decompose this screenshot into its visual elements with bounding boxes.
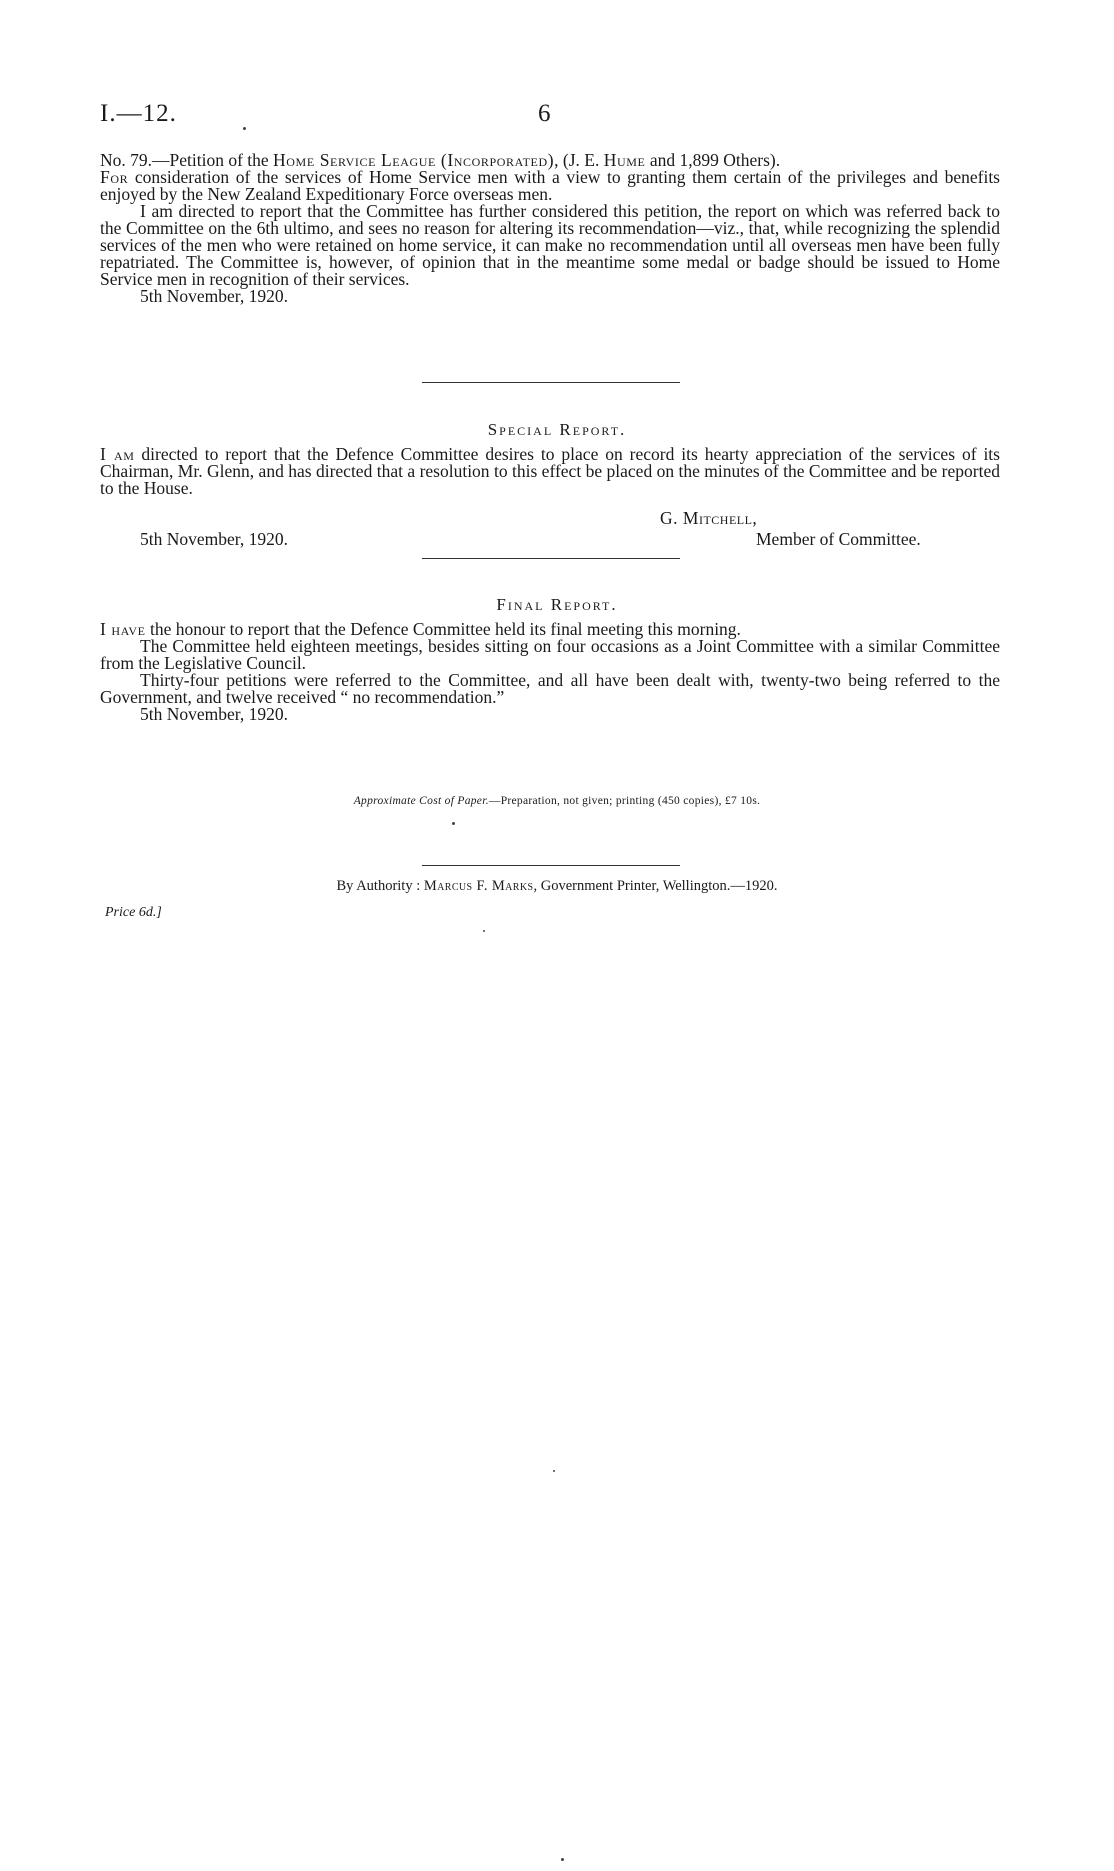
page-number: 6 — [538, 100, 551, 127]
final-report-heading: Final Report. — [496, 595, 618, 614]
special-report-body: I am directed to report that the Defence Committee desires to place on record its hearty appreciation of the services of its Chairman, Mr. Glenn, and has directed that a resolution to this effect be placed on the minutes of the Committee and be reported to the House. — [100, 444, 1000, 498]
petition-purpose: For consideration of the services of Home Service men with a view to granting them certain of the privileges and benefits enjoyed by the New Zealand Expeditionary Force overseas men. — [100, 167, 1000, 204]
document-reference: I.—12. — [100, 100, 177, 127]
footer-divider — [422, 865, 680, 866]
special-report-date: 5th November, 1920. — [140, 529, 289, 549]
petition-report-body: I am directed to report that the Committee has further considered this petition, the report on which was referred back to the Committee on the 6th ultimo, and sees no reason for altering its recommendation—viz., that, while recognizing the splendid services of the men who were retained on home service, it can make no recommendation until all overseas men have been fully repatriated. The Committee is, however, of opinion that in the meantime some medal or badge should be issued to Home Service men in recognition of their services. — [100, 201, 1000, 289]
special-report-signatory: G. Mitchell, — [660, 508, 758, 528]
price: Price 6d.] — [105, 905, 162, 920]
final-report-meetings: The Committee held eighteen meetings, besides sitting on four occasions as a Joint Committee with a similar Committee from the Legislative Council. — [100, 636, 1000, 673]
petition-title: No. 79.—Petition of the Home Service League (Incorporated), (J. E. Hume and 1,899 Others). — [100, 150, 781, 170]
special-report-role: Member of Committee. — [756, 529, 921, 549]
final-report-body — [100, 621, 1000, 723]
petition-date: 5th November, 1920. — [140, 286, 289, 306]
section-divider — [422, 558, 680, 559]
final-report-line1: I have the honour to report that the Defence Committee held its final meeting this morning. — [100, 619, 741, 639]
scan-speck — [553, 1470, 555, 1472]
scan-speck — [561, 1858, 564, 1861]
petition-person: Hume — [603, 150, 646, 170]
approximate-cost: Approximate Cost of Paper.—Preparation, not given; printing (450 copies), £7 10s. — [353, 795, 761, 807]
petition-section — [100, 152, 1000, 305]
petition-organisation: Home Service League (Incorporated) — [273, 150, 555, 170]
section-divider — [422, 382, 680, 383]
scan-speck — [452, 822, 455, 825]
printer-imprint: By Authority : Marcus F. Marks, Government Printer, Wellington.—1920. — [336, 878, 778, 894]
scan-speck — [243, 127, 246, 130]
scan-speck — [483, 930, 485, 932]
special-report-heading: Special Report. — [487, 420, 627, 439]
final-report-petitions: Thirty-four petitions were referred to the Committee, and all have been dealt with, twenty-two being referred to the Government, and twelve received “ no recommendation.” — [100, 670, 1000, 707]
final-report-date: 5th November, 1920. — [140, 704, 289, 724]
